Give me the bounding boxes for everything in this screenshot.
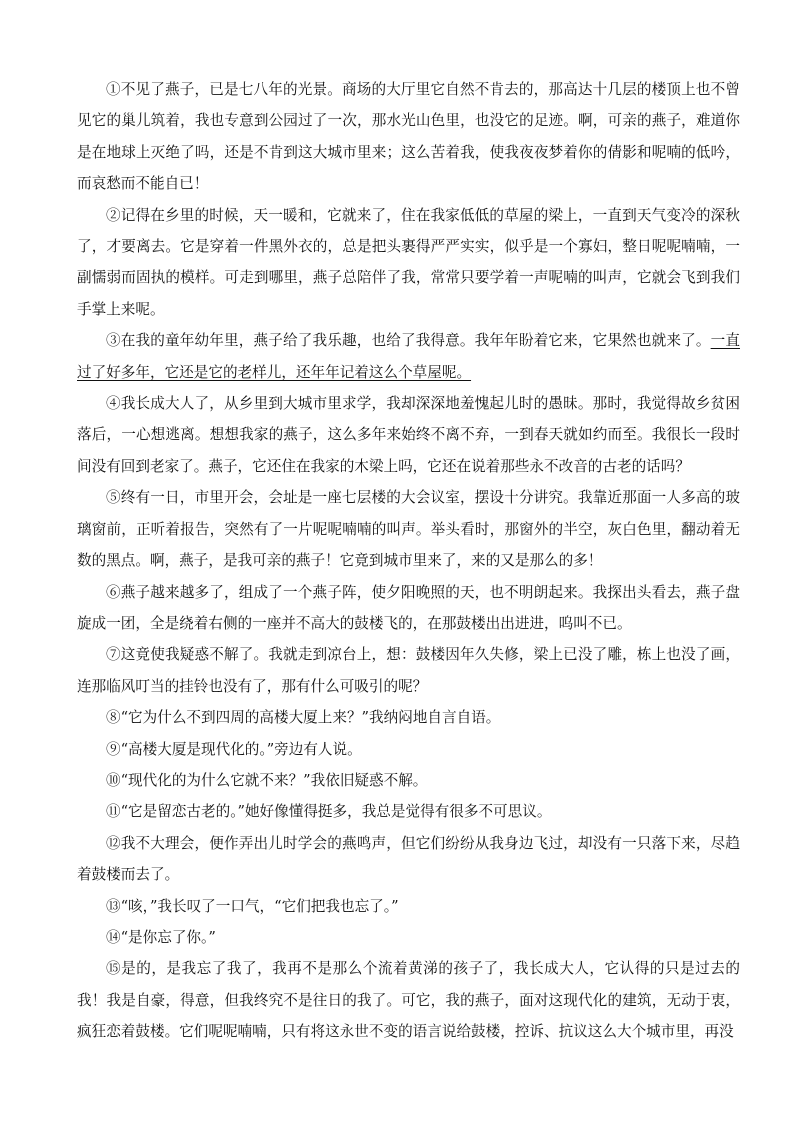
paragraph-9-text: ⑨“高楼大厦是现代化的。”旁边有人说。 xyxy=(106,740,362,758)
paragraph-4 xyxy=(77,388,740,482)
paragraph-1 xyxy=(77,74,740,200)
paragraph-13-text: ⑬“咳，”我长叹了一口气，“它们把我也忘了。” xyxy=(106,897,399,915)
paragraph-10 xyxy=(77,765,740,796)
paragraph-12 xyxy=(77,828,740,891)
paragraph-5 xyxy=(77,482,740,576)
paragraph-10-text: ⑩“现代化的为什么它就不来？”我依旧疑惑不解。 xyxy=(106,771,428,789)
paragraph-6-text: ⑥燕子越来越多了，组成了一个燕子阵，使夕阳晚照的天，也不明朗起来。我探出头看去，燕子盘旋成一团，全是绕着右侧的一座并不高大的鼓楼飞的，在那鼓楼出出进进，呜叫不已。 xyxy=(77,583,740,632)
paragraph-11-text: ⑪“它是留恋古老的。”她好像懂得挺多，我总是觉得有很多不可思议。 xyxy=(106,803,552,821)
underlined-sentence: 一直过了好多年，它还是它的老样儿，还年年记着这么个草屋呢。 xyxy=(77,332,740,381)
paragraph-4-text: ④我长成大人了，从乡里到大城市里求学，我却深深地羞愧起儿时的愚昧。那时，我觉得故乡贫困落后，一心想逃离。想想我家的燕子，这么多年来始终不离不弃，一到春天就如约而至。我很长一段时间没有回到老家了。燕子，它还住在我家的木梁上吗，它还在说着那些永不改音的古老的话吗？ xyxy=(77,395,740,475)
paragraph-2 xyxy=(77,200,740,326)
paragraph-1-text: ①不见了燕子，已是七八年的光景。商场的大厅里它自然不肯去的，那高达十几层的楼顶上也不曾见它的巢儿筑着，我也专意到公园过了一次，那水光山色里，也没它的足迹。啊，可亲的燕子，难道你是在地球上灭绝了吗，还是不肯到这大城市里来；这么苦着我，使我夜夜梦着你的倩影和呢喃的低吟，而哀愁而不能自已！ xyxy=(77,81,740,193)
paragraph-9 xyxy=(77,734,740,765)
paragraph-3 xyxy=(77,325,740,388)
paragraph-14 xyxy=(77,922,740,953)
document-page xyxy=(77,74,740,1048)
paragraph-7-text: ⑦这竟使我疑惑不解了。我就走到凉台上，想：鼓楼因年久失修，梁上已没了雕，栋上也没了画，连那临风叮当的挂铃也没有了，那有什么可吸引的呢？ xyxy=(77,646,740,695)
paragraph-15 xyxy=(77,953,740,1047)
paragraph-6 xyxy=(77,577,740,640)
paragraph-7 xyxy=(77,639,740,702)
paragraph-14-text: ⑭“是你忘了你。” xyxy=(106,928,216,946)
paragraph-8-text: ⑧“它为什么不到四周的高楼大厦上来？”我纳闷地自言自语。 xyxy=(106,709,501,727)
paragraph-11 xyxy=(77,796,740,827)
paragraph-15-text: ⑮是的，是我忘了我了，我再不是那么个流着黄涕的孩子了，我长成大人，它认得的只是过去的我！我是自豪，得意，但我终究不是往日的我了。可它，我的燕子，面对这现代化的建筑，无动于衷，疯狂恋着鼓楼。它们呢呢喃喃，只有将这永世不变的语言说给鼓楼，控诉、抗议这么大个城市里，再没 xyxy=(77,960,740,1041)
paragraph-5-text: ⑤终有一日，市里开会，会址是一座七层楼的大会议室，摆设十分讲究。我靠近那面一人多高的玻璃窗前，正听着报告，突然有了一片呢呢喃喃的叫声。举头看时，那窗外的半空，灰白色里，翻动着无数的黑点。啊，燕子，是我可亲的燕子！它竟到城市里来了，来的又是那么的多！ xyxy=(77,489,740,570)
paragraph-3-text: ③在我的童年幼年里，燕子给了我乐趣，也给了我得意。我年年盼着它来，它果然也就来了。 xyxy=(106,332,711,350)
paragraph-13 xyxy=(77,891,740,922)
paragraph-8 xyxy=(77,702,740,733)
paragraph-12-text: ⑫我不大理会，便作弄出儿时学会的燕鸣声，但它们纷纷从我身边飞过，却没有一只落下来，尽趋着鼓楼而去了。 xyxy=(77,834,740,884)
paragraph-2-text: ②记得在乡里的时候，天一暖和，它就来了，住在我家低低的草屋的梁上，一直到天气变冷的深秋了，才要离去。它是穿着一件黑外衣的，总是把头裹得严严实实，似乎是一个寡妇，整日呢呢喃喃，一副懦弱而固执的模样。可走到哪里，燕子总陪伴了我，常常只要学着一声呢喃的叫声，它就会飞到我们手掌上来呢。 xyxy=(77,206,740,318)
